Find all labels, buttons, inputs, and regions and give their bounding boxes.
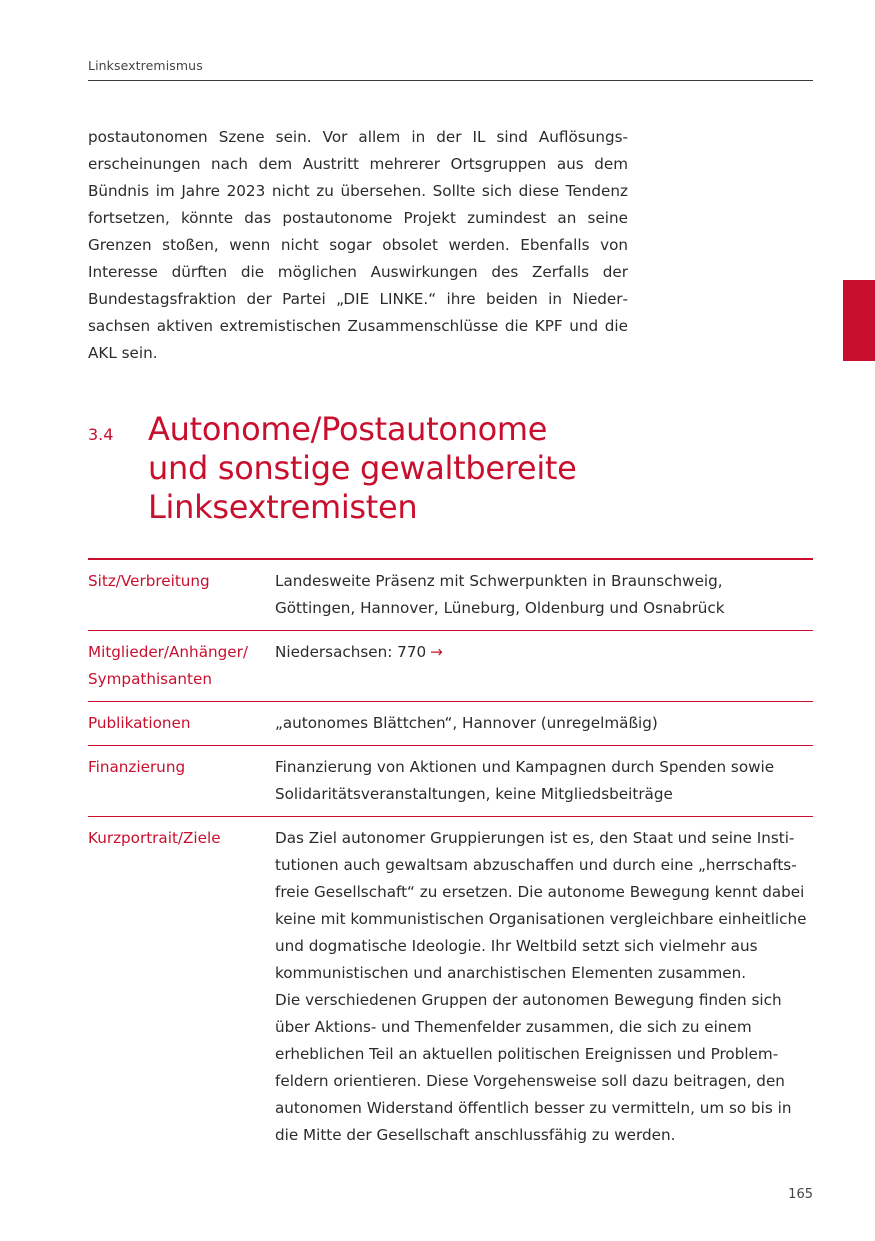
row-label: Mitglieder/Anhänger/ Sympathisanten <box>88 643 248 688</box>
portrait-paragraph: Das Ziel autonomer Gruppierungen ist es, den Staat und seine Institutionen auch gewaltsam abzuschaffen und durch eine „herrschaftsfreie Gesellschaft“ zu ersetzen. Die autonome Bewegung kennt dabei keine mit kommunistischen Organisationen vergleichbare einheitliche und dogmatische Ideologie. Ihr Weltbild setzt sich vielmehr aus kommunistischen und anarchistischen Elementen zusammen. <box>275 829 807 982</box>
intro-paragraph: postautonomen Szene sein. Vor allem in der IL sind Auflösungserscheinungen nach dem Austritt mehrerer Ortsgruppen aus dem Bündnis im Jahre 2023 nicht zu übersehen. Sollte sich diese Tendenz fortsetzen, könnte das postautonome Projekt zumindest an seine Grenzen stoßen, wenn nicht sogar obsolet werden. Ebenfalls von Interesse dürften die möglichen Auswirkungen des Zerfalls der Bundestagsfraktion der Partei „DIE LINKE.“ ihre beiden in Niedersachsen aktiven extremistischen Zusammenschlüsse die KPF und die AKL sein. <box>88 128 628 362</box>
row-value: „autonomes Blättchen“, Hannover (unregelmäßig) <box>275 714 658 732</box>
profile-table <box>88 558 813 1157</box>
row-value <box>275 825 813 1149</box>
section-number: 3.4 <box>88 425 114 444</box>
row-label: Finanzierung <box>88 758 186 776</box>
table-row-kurzportrait <box>88 817 813 1157</box>
row-value: Finanzierung von Aktionen und Kampagnen durch Spenden sowie Solidaritätsveranstaltungen, keine Mitgliedsbeiträge <box>275 758 775 803</box>
chapter-tab-marker <box>843 280 875 361</box>
intro-paragraph-block <box>88 124 628 367</box>
row-label: Sitz/Verbreitung <box>88 572 210 590</box>
row-label: Publikationen <box>88 714 191 732</box>
row-label: Kurzportrait/Ziele <box>88 829 221 847</box>
table-row-mitglieder <box>88 631 813 702</box>
header-title: Linksextremismus <box>88 58 203 73</box>
row-value: Landesweite Präsenz mit Schwerpunkten in Braunschweig, Göttingen, Hannover, Lüneburg, Oldenburg und Osnabrück <box>275 572 725 617</box>
section-title: Autonome/Postautonome und sonstige gewaltbereite Linksextremisten <box>148 410 577 526</box>
table-row-finanzierung <box>88 746 813 817</box>
portrait-paragraph: Die verschiedenen Gruppen der autonomen Bewegung finden sich über Aktions- und Themenfelder zusammen, die sich zu einem erheblichen Teil an aktuellen politischen Ereignissen und Problemfeldern orientieren. Diese Vorgehensweise soll dazu beitragen, den autonomen Widerstand öffentlich besser zu vermitteln, um so bis in die Mitte der Gesellschaft anschlussfähig zu werden. <box>275 991 792 1144</box>
arrow-right-icon: → <box>430 643 443 661</box>
row-value <box>275 639 813 693</box>
member-count: Niedersachsen: 770 <box>275 643 427 661</box>
running-header <box>88 56 813 81</box>
page-number: 165 <box>788 1187 813 1202</box>
table-row-publikationen <box>88 702 813 746</box>
table-row-sitz <box>88 560 813 631</box>
